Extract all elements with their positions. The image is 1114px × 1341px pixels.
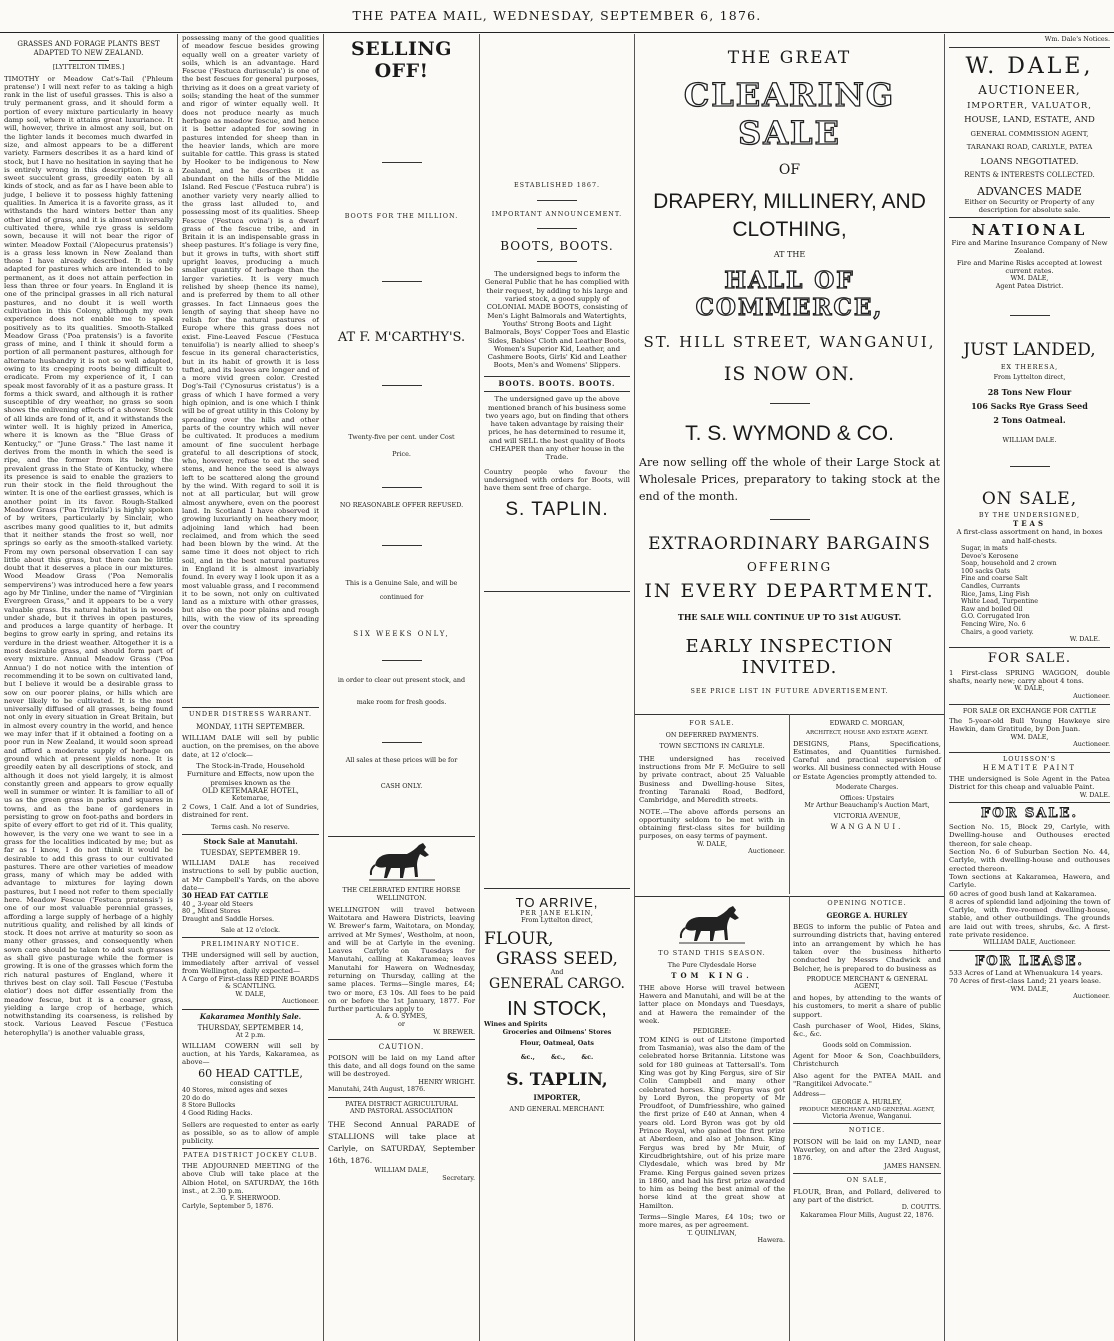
ad-clearing-sale: CLEARING SALE [683,76,896,152]
divider [770,519,810,520]
ad-clothing: CLOTHING, [732,218,847,241]
ad-drapery: DRAPERY, MILLINERY, AND [653,190,926,213]
arrive-and: And [550,967,564,976]
divider [949,752,1110,753]
paint-body: THE undersigned is Sole Agent in the Patea District for this cheap and valuable Paint. [949,775,1110,792]
ad-hotel: OLD KETEMARAE HOTEL, [202,786,299,795]
ad-line: in order to clear out present stock, and [337,676,466,685]
onsale-goods-list [949,545,1110,636]
instock-headline: IN STOCK, [507,998,607,1021]
association-title-2: AND PASTORAL ASSOCIATION [349,1107,454,1116]
ad-town: WANGANUI. [830,823,904,832]
caution-signature: HENRY WRIGHT. [418,1077,475,1086]
divider [770,403,810,404]
dale-rents: RENTS & INTERESTS COLLECTED. [964,170,1095,179]
ad-title: PRELIMINARY NOTICE. [201,941,300,949]
landed-line: 2 Tons Oatmeal. [993,414,1066,425]
ad-subtitle: ON DEFERRED PAYMENTS. [665,730,759,739]
ad-horse-name: TOM KING. [671,971,753,981]
divider [949,950,1110,951]
national-body: Fire and Marine Insurance Company of New Zealand. [951,239,1108,256]
landed-title: JUST LANDED, [963,339,1096,360]
goods-item: Sugar, in mats [961,544,1008,553]
divider [1010,315,1050,316]
divider [382,487,422,488]
ad-morgan-architect [793,720,941,832]
ad-signature: W. DALE, [696,839,728,848]
ad-headline: 60 HEAD CATTLE, [198,1066,303,1080]
article-body: TIMOTHY or Meadow Cat's-Tail ('Phleum pratense') I will next refer to as taking a high rank in the list of useful grasses. This is also a truly permanent grass, and it should form a portion of every mixture particularly in heavy damp soil, where it attains great luxuriance. It will, however, thrive in almost any soil, but on the lighter lands it becomes much dwarfed in size, and almost appears to be a different variety. Farmers describes it as a hard kind of stock, but I have no hesitation in saying that he is entirely wrong in this description. It is a sweet succulent grass, greedily eaten by all kinds of stock, and as far as I have been able to judge, I believe it to possess highly fattening qualities. In America it is a favorite grass, as it withstands the hard winters better than any other kind of grass, and it is almost universally cultivated there, while rye grass is seldom sown, because it will not bear the rigor of winter. Meadow Foxtail ('Alopecurus pratensis') is a grass less known in New Zealand than those I have already described. It is only adapted for pastures which are intended to be permanent, as it does not attain perfection in less than three or four years. In England it is one of the principal grasses in all rich natural pastures, and no doubt it is well worth cultivation in this Colony, although my own experience does not enable me to speak positively as to its qualities. Smooth-Stalked Meadow Grass ('Poa pratensis') is a favorite grass of mine, and I think it should form a portion of all permanent pastures, although for alternate husbandry it is not so well adapted, owing to its creeping roots being difficult to eradicate. From my experience of it, I can speak most favorably of it as a pasture grass. It forms a thick sward, and although it is rather susceptible of dry weather, no grass so soon shows the enlivening effects of a shower. Stock of all kinds are fond of it, and it withstands the winter well. It is highly prized in America, where it is known as the "Blue Grass of Kentucky," or "June Grass." The last name it derives from the month in which the seed is ripe, and the former from its being the prevalent grass in the State of Kentucky, where its presence is said to enable the graziers to run their stock in the field throughout the winter. It is one of the earliest grasses, which is another point in its favor. Rough-Stalked Meadow Grass ('Poa Trivialis') is highly spoken of by writers, particularly by Sinclair, who ascribes many good qualities to it, but admits that it neither stands the frost so well, nor springs so early as the smooth-stalked variety. From my own personal observation I can say little about this grass, but there can be little doubt that it deserves a place in our mixtures. Wood Meadow Grass ('Poa Nemoralis sempervirens') was introduced here a few years ago by Mr Tinline, under the name of "Virginian Evergreen Grass," and it appears to be a very valuable grass. Its natural habitat is in woods under shade, but it thrives in open pastures, and produces a large quantity of herbage. It begins to grow early in spring, and retains its verdure in the driest weather. Altogether it is a most desirable grass, and should form part of every mixture. Annual Meadow Grass ('Poa Annua') I do not notice with the intention of recommending it to be sown on cultivated land, but I believe it would be a desirable grass to sow on our poorer plains, or hills which are never likely to be cultivated. It is the most universally diffused of all grasses, being found not only in every situation in Great Britain, but in almost every country in the world, and hence we may infer that if it obtained a footing on a poor run in New Zealand, it would soon spread and afford a moderate supply of herbage on ground which at present yields none. It is greedily eaten by all descriptions of stock, and although it does not yield largely, it is almost constantly green and appears to grow equally well in summer or winter. It is familiar to all of us as the green grass in parks and squares in towns, and as the bane of gardeners in persisting to grow on foot-paths and borders in spite of every effort to get rid of it. This quality, however, is the very one we want to see in a grass for the localities indicated by me; but as far as I know, I do not think it would be desirable to add this grass to our cultivated pastures. There are other varieties of meadow grass, many of which may be added with advantage to mixtures for laying down pastures, but I need not refer to them specially here. Meadow Fescue ('Festuca pratensis') is one of our most valuable perennial grasses, affording a large supply of herbage of a highly nutritious quality, and relished by all kinds of stock. It does not arrive at maturity so soon as many other grasses, and consequently when sown care should be taken to add such grasses as shall give pasturage while the former is growing. It is one of the grasses which form the rich natural pastures of England, where it thrives best on clay soil. Tall Fescue ('Festuba elatior') does not differ essentially from the meadow fescue, but it is a coarser grass, yielding a large crop of herbage, which notwithstanding its coarseness, is relished by stock. Various Leaved Fescue ('Festuca heterophylla') is another valuable grass, [4,74,173,1037]
instock-line: Wines and Spirits [484,1020,548,1029]
goods-item: 100 sacks Oats [961,566,1010,575]
ad-body: The undersigned begs to inform the General Public that he has complied with their request, by adding to his large and varied stock, a good supply of COLONIAL MADE BOOTS, consisting of Men's Light Balmorals and Watertights, Youths' Strong Boots and Light Balmorals, Boys' Copper Toes and Elastic Sides, Babies' Cloth and Leather Boots, Women's Superior Kid, Leather, and Cashmere Boots, Girls' Kid and Leather Boots, Men's and Womens' Slippers. [484,270,630,370]
ad-pedigree: PEDIGREE: [692,1027,731,1036]
forsale2-item: Section No. 6 of Suburban Section No. 44, Carlyle, with dwelling-house and outhouses erected thereon. [949,848,1110,873]
divider [382,385,422,386]
ad-body: WILLIAM DALE will sell by public auction, on the premises, on the above date, at 12 o'clock— [182,734,319,759]
ad-cargo: A Cargo of First-class RED PINE BOARDS & SCANTLING. [182,974,319,991]
forsale2-item: Section No. 15, Block 29, Carlyle, with Dwelling-house and Outhouses erected thereon, for sale cheap. [949,823,1110,848]
onsale-by: BY THE UNDERSIGNED, [978,511,1081,520]
ad-name: GEORGE A. HURLEY [826,910,908,920]
divider [484,888,630,889]
ad-line: 40 „ 3-year old Steers [182,899,253,908]
ad-bargains: EXTRAORDINARY BARGAINS [648,534,931,554]
landed-line: 28 Tons New Flour [987,386,1072,397]
divider [382,742,422,743]
forsale-waggon: 1 First-class SPRING WAGGON, double shafts, nearly new; carry about 4 tons. [949,668,1110,686]
ad-established: ESTABLISHED 1867. [513,181,601,189]
lease-signature-title: Auctioneer. [1073,992,1110,1001]
ad-shop-name: AT F. M'CARTHY'S. [337,329,466,345]
ad-title: FOR SALE. [689,719,735,727]
horse-ad-or: or [398,1020,405,1029]
arrive-from: From Lyttelton direct, [521,916,593,925]
association-signature-title: Secretary. [442,1173,475,1182]
ad-consist: consisting of [229,1078,272,1087]
divider [382,162,422,163]
divider [182,1009,319,1010]
ad-body-2: TOM KING is out of Litstone (imported from Tasmania), was also the dam of the celebrated horse Britannia. Litstone was sold for 180 guineas at Tattersall's. Tom King was got by King Fergus, sire of Sir Colin Campbell and many other celebrated horses. King Fergus was got by Lord Byron, the property of Mr Proudfoot, of Dumfriesshire, who gained the first prize of £40 at Annan, when 4 years old. Lord Byron was got by old Prince Royal, who gained the first prize at Aberdeen, and also at Johnson. King Fergus was bred by Mr Muir, of Kircudbrightshire, out of his prize mare Clydesdale, which was bred by Mr Frame. King Fergus gained seven prizes in 1860, and had his first prize awarded to him as being the best animal of the horse kind at the great show at Hamilton. [639,1035,785,1210]
goods-item: Fencing Wire, No. 6 [961,619,1026,628]
ad-avenue: Victoria Avenue, Wanganui. [822,1111,912,1120]
association-signature: WILLIAM DALE, [374,1166,429,1175]
ad-role: PRODUCE MERCHANT & GENERAL AGENT, [806,974,928,991]
ad-signature-title: Auctioneer. [748,847,785,856]
ad-preliminary-notice [182,941,319,1006]
ad-title: EDWARD C. MORGAN, [829,719,905,727]
ad-title: PATEA DISTRICT JOCKEY CLUB. [183,1152,318,1160]
ad-title: UNDER DISTRESS WARRANT. [188,711,313,718]
ad-line: 8 Store Bullocks [182,1101,236,1110]
ad-body: THE ADJOURNED MEETING of the above Club will take place at the Albion Hotel, on SATURDAY, the 16th inst., at 2.30 p.m. [182,1162,319,1195]
ad-line: All sales at these prices will be for [345,756,458,765]
ad-offering: OFFERING [746,560,833,574]
ad-body: DESIGNS, Plans, Specifications, Estimates, and Quantities furnished. Careful and practical supervision of works. All business connected with House or Estate Agencies promptly attended to. [793,739,941,781]
dale-advances-body: Either on Security or Property of any description for absolute sale. [964,197,1095,214]
forsale2-item: 8 acres of splendid land adjoining the town of Carlyle, with five-roomed dwelling-house, stable, and other outbuildings. The grounds are laid out with trees, shrubs, &c. A first-rate private residence. [949,897,1110,940]
ad-signature-role: PRODUCE MERCHANT AND GENERAL AGENT, [799,1106,935,1113]
ad-subtitle: The Pure Clydesdale Horse [667,960,757,969]
forsale2-title: FOR SALE. [981,806,1078,822]
instock-line: &c., &c., &c. [520,1053,594,1062]
ad-charges: Moderate Charges. [835,783,899,792]
ad-kakaramea-sale [182,1013,319,1145]
dale-name: W. DALE, [965,53,1094,79]
goods-item: Candles, Currants [961,582,1020,590]
ad-line: BOOTS FOR THE MILLION. [344,212,459,220]
ad-carlyle-sections [639,720,785,856]
ad-hurley [793,900,941,1220]
ad-time: At 2 p.m. [235,1031,266,1040]
divider [949,802,1110,803]
onsale-teas-body: A first-class assortment on hand, in boxes and half-chests. [956,528,1103,545]
caution-date: Manutahi, 24th August, 1876. [328,1085,426,1094]
ad-early-inspection: EARLY INSPECTION INVITED. [685,636,894,678]
arrive-flour: FLOUR, [484,928,554,949]
divider [537,261,577,262]
ad-body: THE undersigned will sell by auction, immediately after arrival of vessel from Wellington, daily expected— [182,950,319,976]
ad-body-2: The undersigned gave up the above mentioned branch of his business some two years ago, but on finding that others have taken advantage by raising their prices, he has determined to resume it, and will SELL the best quality of Boots CHEAPER than any other house in the Trade. [485,395,629,462]
ad-extra: 2 Cows, 1 Calf. And a lot of Sundries, distrained for rent. [182,802,319,820]
onsale-title: ON SALE, [981,489,1078,510]
onsale-signature: D. COUTTS. [901,1203,941,1212]
ad-line: continued for [379,592,424,601]
ad-body: WILLIAM COWERN will sell by auction, at his Yards, Kakaramea, as above— [182,1041,319,1067]
goods-item: Rice, Jams, Ling Fish [961,589,1030,598]
national-body-2: Fire and Marine Risks accepted at lowest current rates. [956,258,1103,276]
column-wymond-ad [635,34,945,1341]
divider [537,200,577,201]
divider [789,714,790,894]
ad-avenue: VICTORIA AVENUE, [833,811,901,820]
divider [1010,466,1050,467]
ad-boots-headline-2: BOOTS. BOOTS. BOOTS. [498,378,616,388]
ad-body: THE above Horse will travel between Hawera and Manutahi, and will be at the latter place on Mondays and Tuesdays, and at Hawera the remainder of the week. [639,983,785,1025]
instock-importer: IMPORTER, [533,1092,581,1102]
column-header: Wm. Dale's Notices. [1044,35,1110,43]
divider [182,707,319,708]
association-title: PATEA DISTRICT AGRICULTURAL [345,1099,458,1108]
spacer [484,595,630,885]
goods-item: White Lead, Turpentine [961,597,1039,606]
onsale-title: ON SALE, [846,1176,888,1185]
ad-line: SIX WEEKS ONLY, [353,629,450,638]
divider [69,60,109,61]
onsale-teas: TEAS [1012,518,1047,528]
divider [328,836,475,837]
dale-auctioneer: AUCTIONEER, [978,82,1081,97]
ad-title: Kakaramea Monthly Sale. [199,1013,302,1022]
divider [182,834,319,835]
ad-body: THE undersigned has received instructions from Mr F. McGuire to sell by private contract, about 25 Valuable Business and Dwelling-house Sites, fronting Taranaki Road, Bedford, Cambridge, and Meredith streets. [639,754,785,805]
divider [793,1123,941,1124]
onsale-body: FLOUR, Bran, and Pollard, delivered to any part of the district. [793,1187,941,1205]
goods-item: Soap, household and 2 crown [961,559,1057,568]
divider [182,937,319,938]
ad-line: CASH ONLY. [380,781,423,790]
column-dale-notices [945,34,1114,1341]
divider [382,545,422,546]
forsale2-item: Town sections at Kakaramea, Hawera, and Carlyle. [949,872,1110,890]
ad-date: Carlyle, September 5, 1876. [182,1201,274,1210]
instock-merchant: AND GENERAL MERCHANT. [509,1105,605,1114]
arrive-ship: PER JANE ELKIN, [520,908,594,917]
ad-line: NO REASONABLE OFFER REFUSED. [339,500,464,509]
forsale-title: FOR SALE. [987,650,1072,666]
ad-signature-title: Auctioneer. [282,997,319,1006]
ad-title: OPENING NOTICE. [827,899,907,907]
lease-item: 533 Acres of Land at Whenuakura 14 years. [949,968,1103,977]
forsale-signature: W. DALE, [1014,684,1045,693]
divider [484,591,630,592]
ad-line: 20 do do [182,1093,211,1102]
ad-line: Draught and Saddle Horses. [182,915,275,924]
ad-price-list: SEE PRICE LIST IN FUTURE ADVERTISEMENT. [690,687,889,695]
ad-boots-headline: BOOTS, BOOTS. [500,239,614,254]
paint-title: HEMATITE PAINT [982,763,1077,772]
divider [537,228,577,229]
landed-signature: WILLIAM DALE. [1002,435,1057,444]
ad-body-3: Country people who favour the undersigned with orders for Boots, will have them sent free of charge. [484,467,630,493]
arrive-headline: TO ARRIVE, [515,894,599,910]
bull-signature-title: Auctioneer. [1073,740,1110,749]
goods-item: Raw and boiled Oil [961,604,1023,613]
ad-firm-body: Are now selling off the whole of their Large Stock at Wholesale Prices, preparatory to taking stock at the end of the month. [639,456,940,503]
masthead: THE PATEA MAIL, WEDNESDAY, SEPTEMBER 6, 1876. [0,0,1114,33]
caution-body: POISON will be laid on my Land after this date, and all dogs found on the same will be destroyed. [328,1053,475,1079]
divider [484,391,630,392]
divider [635,714,945,715]
horse-ad-title: THE CELEBRATED ENTIRE HORSE [342,886,461,895]
ad-line: This is a Genuine Sale, and will be [345,579,458,588]
ad-line: make room for fresh goods. [356,697,447,706]
dale-loans: LOANS NEGOTIATED. [980,156,1079,167]
ad-offices: Offices: Upstairs [839,793,895,802]
ad-body: WILLIAM DALE has received instructions to sell by public auction, at Mr Campbell's Yards, on the above date— [182,859,319,893]
dale-road: TARANAKI ROAD, CARLYLE, PATEA [966,142,1093,151]
column-mccarthy-ad [324,34,480,1341]
ad-body-2: and hopes, by attending to the wants of his customers, to merit a share of public support. [793,994,941,1019]
ad-every-department: IN EVERY DEPARTMENT. [644,580,935,602]
ad-goods: Goods sold on Commission. [822,1040,912,1049]
ad-cash: Cash purchaser of Wool, Hides, Skins, &c., &c. [793,1021,941,1039]
ad-headline: SELLING OFF! [351,38,452,82]
ad-line: Twenty-five per cent. under Cost [348,432,455,441]
goods-item: Chairs, a good variety. [961,627,1034,636]
ad-terms: Terms—Single Mares, £4 10s; two or more mares, as per agreement. [639,1213,785,1230]
ad-note: NOTE.—The above affords persons an opportunity seldom to be met with in obtaining first-class sites for building purposes, on easy terms of payment. [639,807,785,841]
divider [182,1148,319,1149]
national-title: NATIONAL [971,221,1088,240]
horse-icon [677,904,747,946]
ad-date: TUESDAY, SEPTEMBER 19. [200,848,301,857]
ad-signature: GEORGE A. HURLEY, [831,1097,903,1106]
ad-mart: Mr Arthur Beauchamp's Auction Mart, [804,801,930,810]
instock-line: Groceries and Oilmens' Stores [502,1027,612,1036]
landed-ship: EX THERESA, [1000,362,1059,371]
divider [949,47,1110,48]
national-signature-title: Agent Patea District. [995,281,1064,290]
ad-line: 40 Stores, mixed ages and sexes [182,1086,288,1095]
paint-brand: LOUISSON'S [1002,754,1056,763]
lease-item: 70 Acres of first-class Land; 21 years lease. [949,977,1102,986]
divider [635,896,945,897]
horse-ad-name: WELLINGTON. [376,894,427,903]
ad-agent: Agent for Moor & Son, Coachbuilders, Christchurch [793,1052,941,1069]
article-continuation [182,34,319,704]
notice-body: POISON will be laid on my LAND, near Waverley, on and after the 23rd August, 1876. [793,1137,941,1163]
ad-title: TO STAND THIS SEASON. [658,949,766,957]
article-body-continued: possessing many of the good qualities of meadow fescue besides growing equally well on a greater variety of soils, which is an advantage. Hard Fescue ('Festuca duriuscula') is one of the best fescues for general purposes, thriving as it does on a great variety of soils; standing the heat of the summer and rigor of winter equally well. It does not produce nearly as much herbage as meadow fescue, and hence it is better adapted for sowing in pastures intended for sheep than in the heavier lands, which are more suitable for cattle. This grass is stated by Hooker to be indigenous to New Zealand, and he describes it as abundant on the hills of the Middle Island. Red Fescue ('Festuca rubra') is another variety very nearly allied to the grass last alluded to, and possessing most of its qualities. Sheep Fescue ('Festuca ovina') is a dwarf grass of the fescue tribe, and in Britain it is an indispensable grass in sheep pastures. It's foliage is very fine, but it grows in tufts, with short stiff upright leaves, producing a much smaller quantity of herbage than the larger varieties. It is very much relished by sheep (hence its name), and is preferred by them to all other grasses. In fact Linnaeus goes the length of saying that sheep have no relish for the natural pastures of Europe where this grass does not exist. Fine-Leaved Fescue ('Festuca tenuifolia') is nearly allied to sheep's fescue in its general characteristics, but in its habit of growth it is less tufted, and its leaves are longer and of a more vivid green color. Crested Dog's-Tail ('Cynosurus cristatus') is a grass of which I have formed a very high opinion, and is one which I think will be of great utility in this Colony by spreading over the hills and other parts of the country which will never be cultivated. It produces a medium amount of fine succulent herbage grateful to all descriptions of stock, who, however, refuse to eat the seed stems, and hence the seed is always left to be scattered along the ground by the wind. With regard to soil it is not at all particular, but will grow almost anywhere, even on the poorest land. In Scotland I have observed it growing luxuriantly on heathery moor, adjoining land which had been reclaimed, and from which the seed had been blown by the wind. At the same time it does not object to rich soil, and in the best natural pastures in England it is almost invariably found. In every way I look upon it as a most valuable grass, and I recommend it to be sown, not only on cultivated land as a mixture with other grasses, but also on the poor plains and rough hills, with the view of its spreading over the country [182,34,319,632]
ad-of: OF [778,162,801,178]
bull-title: FOR SALE OR EXCHANGE FOR CATTLE [962,706,1097,715]
divider [793,1173,941,1174]
divider [382,281,422,282]
notice-title: NOTICE. [848,1126,886,1135]
horse-ad-body: WELLINGTON will travel between Waitotara and Hawera Districts, leaving W. Brewer's farm, Waitotara, on Monday, arrived at Mr Symes', Westholm, at noon, and will be at Carlyle in the evening. Leaves Carlyle on Tuesdays for Manutahi, calling at Kakaramea; leaves Manutahi for Hawera on Wednesday, returning on Thursday, calling at the same places. Terms—Single mares, £4; two or more, £3 10s. All fees to be paid on or before the 1st January, 1877. For further particulars apply to [328,905,475,1014]
ad-signature: W. DALE, [235,989,266,998]
landed-from: From Lyttelton direct, [993,373,1066,382]
ad-announcement: IMPORTANT ANNOUNCEMENT. [491,209,623,218]
divider [328,1097,475,1098]
arrive-grass-seed: GRASS SEED, [496,948,618,969]
paint-signature: W. DALE. [1079,790,1110,799]
ad-date: MONDAY, 11TH SEPTEMBER. [196,722,305,731]
goods-item: Fine and coarse Salt [961,574,1028,583]
goods-signature: W. DALE. [1069,635,1100,644]
association-body: THE Second Annual PARADE of STALLIONS will take place at Carlyle, on SATURDAY, September 16th, 1876. [328,1120,475,1166]
ad-at-the: AT THE [773,250,806,259]
ad-jockey-club [182,1152,319,1210]
dale-house: HOUSE, LAND, ESTATE, AND [964,114,1095,125]
ad-firm-name: T. S. WYMOND & CO. [685,422,894,445]
lease-signature: WM. DALE, [1010,984,1049,993]
ad-distress-warrant [182,711,319,831]
ad-continue: THE SALE WILL CONTINUE UP TO 31st AUGUST. [677,612,902,622]
ad-items: The Stock-in-Trade, Household Furniture and Effects, now upon the premises known as the [186,761,315,787]
column-grasses-continued [178,34,324,1341]
notice-signature: JAMES HANSEN. [884,1161,941,1170]
ad-terms: Terms cash. No reserve. [211,822,290,831]
dale-general: GENERAL COMMISSION AGENT, [970,129,1089,138]
forsale2-signature: WILLIAM DALE, Auctioneer. [983,938,1076,947]
instock-signature: S. TAPLIN, [506,1069,608,1090]
goods-item: Devoe's Kerosene [961,551,1019,560]
ad-title: Stock Sale at Manutahi. [203,838,298,847]
landed-line: 106 Sacks Rye Grass Seed [971,400,1088,411]
divider [949,704,1110,705]
ad-place: Ketemarae, [231,794,270,803]
ad-also: Also agent for the PATEA MAIL and "Rangitikei Advocate." [793,1071,941,1089]
ad-date: THURSDAY, SEPTEMBER 14, [197,1023,304,1032]
ad-subtitle: ARCHITECT, HOUSE AND ESTATE AGENT. [805,729,928,736]
divider [949,647,1110,648]
ad-line: 80 „ Mixed Stores [182,907,241,916]
article-title: GRASSES AND FORAGE PLANTS BEST ADAPTED TO NEW ZEALAND. [17,40,160,57]
article-source: [LYTTELTON TIMES.] [52,63,125,71]
ad-the-great: THE GREAT [727,48,852,68]
arrive-cargo: GENERAL CARGO. [489,976,625,993]
ad-body: BEGS to inform the public of Patea and surrounding districts that, having entered into an arrangement by which he has taken over the business hitherto conducted by Messrs Chadwick and Belcher, he is prepared to do business as [793,923,941,973]
ad-town: Hawera. [757,1236,785,1245]
column-taplin-ad [480,34,635,1341]
divider [949,217,1110,218]
ad-line: Price. [392,450,411,459]
goods-item: G.O. Corrugated Iron [961,612,1030,621]
ad-tom-king [639,900,785,1245]
horse-ad-signature-2: W. BREWER. [433,1027,475,1036]
bull-signature: WM. DALE, [1010,732,1049,741]
divider [789,896,790,1341]
bull-body: The 5-year-old Bull Young Hawkeye sire Hawkin, dam Gratitude, by Don Juan. [949,717,1110,734]
ad-signature: T. QUINLIVAN, [687,1228,737,1237]
dale-importer: IMPORTER, VALUATOR, [967,100,1092,111]
national-signature: WM. DALE, [1010,274,1049,283]
ad-signature: S. TAPLIN. [505,498,609,520]
ad-subtitle-2: TOWN SECTIONS IN CARLYLE. [659,742,765,751]
onsale-date: Kakaramea Flour Mills, August 22, 1876. [800,1210,934,1219]
ad-now-on: IS NOW ON. [723,363,856,385]
lease-title: FOR LEASE. [975,953,1084,969]
ad-note: Sellers are requested to enter as early as possible, so as to allow of ample publicity. [182,1120,319,1146]
forsale2-item: 60 acres of good bush land at Kakaramea. [949,889,1097,898]
ad-line: 4 Good Riding Hacks. [182,1108,253,1117]
forsale-signature-title: Auctioneer. [1073,691,1110,700]
column-grasses-article [0,34,178,1341]
ad-stock-sale-manutahi [182,838,319,934]
ad-street: ST. HILL STREET, WANGANUI, [643,333,936,351]
divider [484,376,630,377]
horse-icon [367,841,437,883]
ad-address: Address— [793,1090,826,1099]
ad-time: Sale at 12 o'clock. [220,925,281,934]
instock-line: Flour, Oatmeal, Oats [520,1039,594,1048]
ad-signature: G. F. SHERWOOD. [220,1194,281,1203]
divider [382,660,422,661]
ad-hall: HALL OF COMMERCE, [695,267,884,321]
ad-line: 30 HEAD FAT CATTLE [182,891,269,901]
dale-advances: ADVANCES MADE [977,184,1082,198]
horse-ad-signature: A. & O. SYMES, [375,1012,428,1021]
divider [328,1039,475,1040]
caution-title: CAUTION. [378,1043,425,1052]
